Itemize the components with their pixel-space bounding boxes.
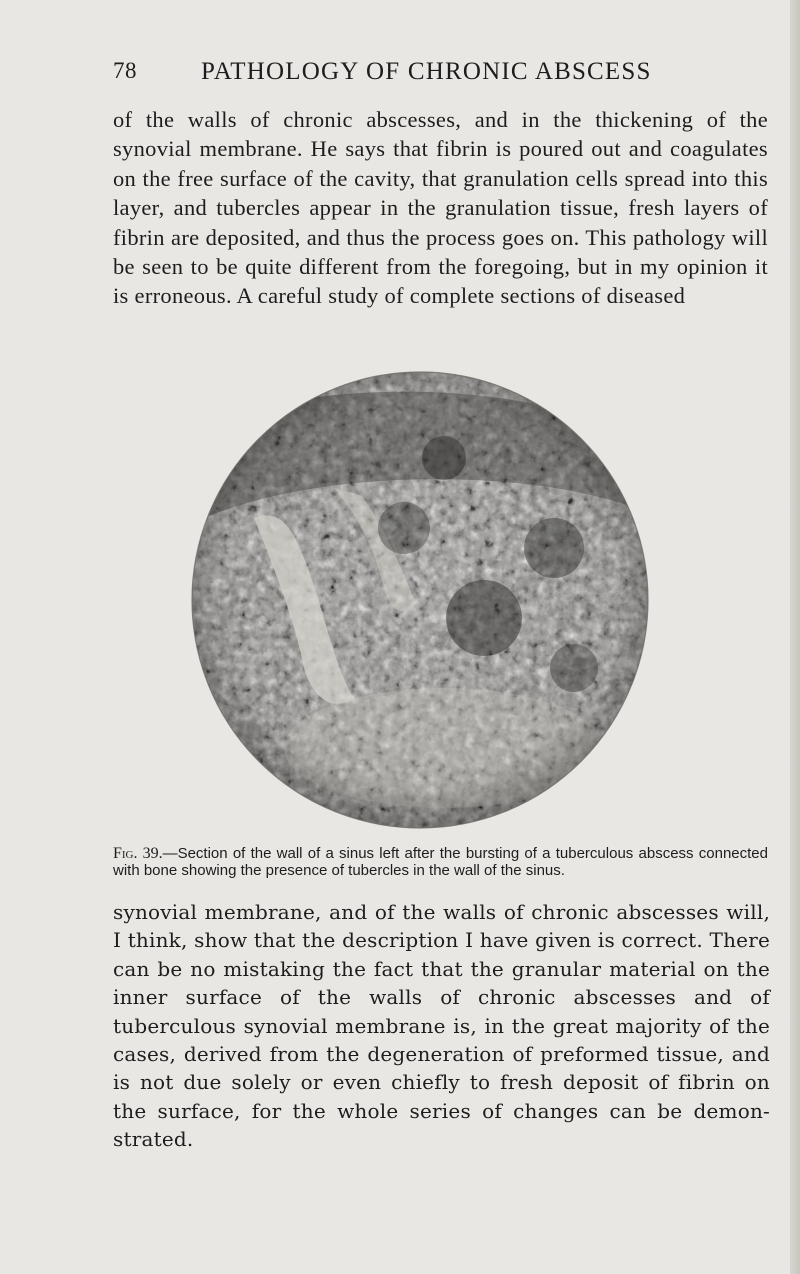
figure-caption <box>113 845 768 879</box>
micrograph-image <box>184 368 656 832</box>
page-number: 78 <box>113 58 137 83</box>
page-header <box>113 58 773 98</box>
figure-caption-text: —Section of the wall of a sinus left after the bursting of a tuberculous abscess connected with bone showing the presence of tubercles in the wall of the sinus. <box>113 845 768 879</box>
figure-label: Fig. 39. <box>113 845 163 862</box>
body-text-bottom: synovial membrane, and of the walls of chronic abscesses will, I think, show that the description I have given is correct. There can be no mistaking the fact that the granular material on the inner surface of the walls of chronic abscesses and of tuberculous synovial membrane is, in the great majority of the cases, derived from the degeneration of preformed tissue, and is not due solely or even chiefly to fresh deposit of fibrin on the surface, for the whole series of changes can be demon-strated. <box>113 900 770 1152</box>
body-text-top: of the walls of chronic abscesses, and in the thickening of the synovial membrane. He says that fibrin is poured out and coagulates on the free surface of the cavity, that granulation cells spread into this layer, and tubercles appear in the granulation tissue, fresh layers of fibrin are deposited, and thus the process goes on. This pathology will be seen to be quite different from the foregoing, but in my opinion it is erroneous. A careful study of complete sections of diseased <box>113 107 768 309</box>
page-edge <box>790 0 800 1274</box>
micrograph-figure <box>184 368 656 832</box>
running-head: PATHOLOGY OF CHRONIC ABSCESS <box>201 58 652 85</box>
